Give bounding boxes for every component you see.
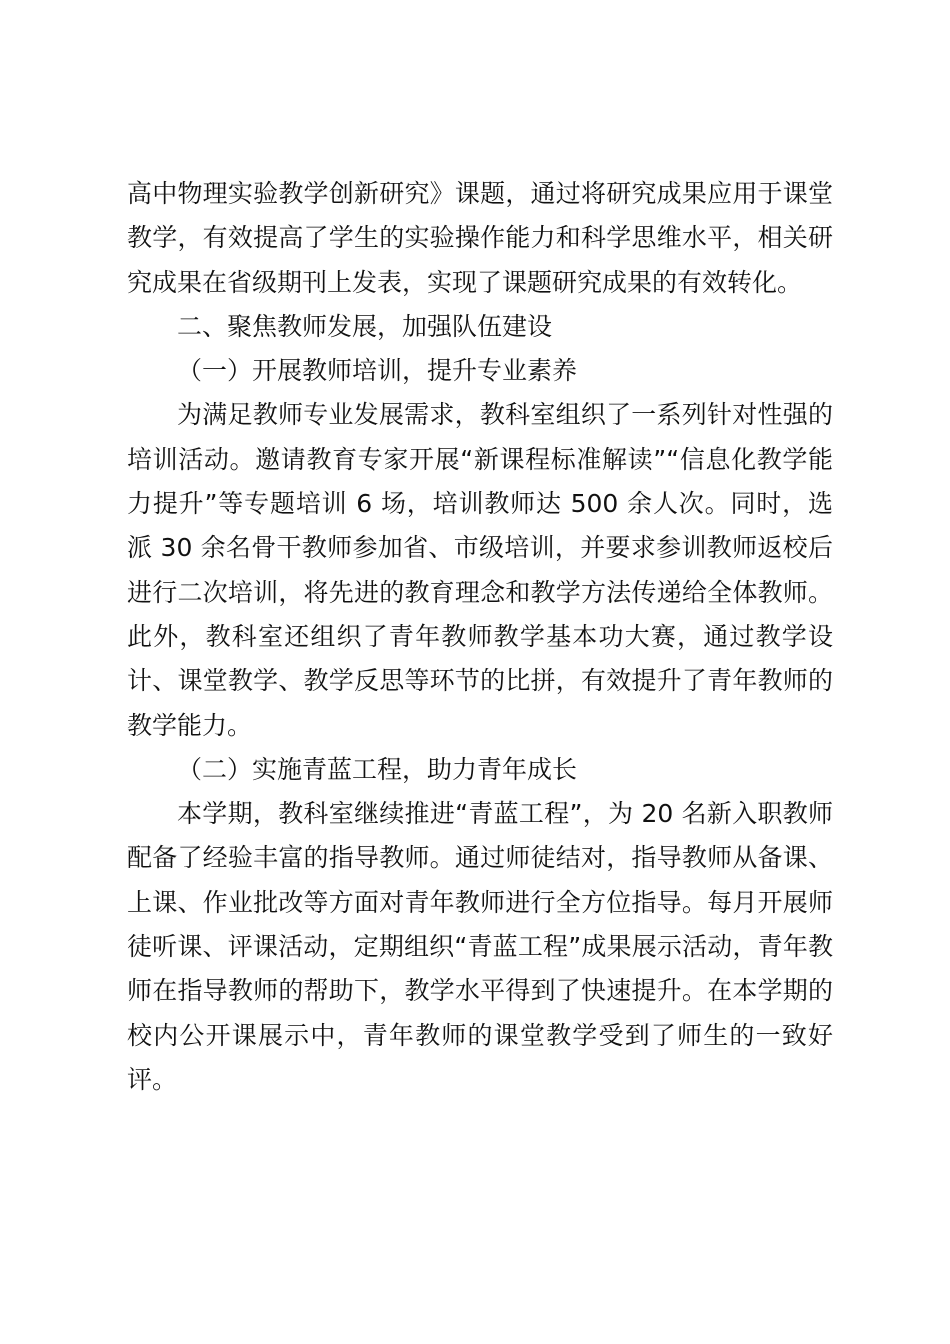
subsection-heading-1: （一）开展教师培训，提升专业素养 — [177, 356, 578, 386]
section-heading: 二、聚焦教师发展，加强队伍建设 — [177, 311, 553, 341]
paragraph-continuation: 高中物理实验教学创新研究》课题，通过将研究成果应用于课堂教学，有效提高了学生的实验操作能力和科学思维水平，相关研究成果在省级期刊上发表，实现了课题研究成果的有效转化。 — [127, 179, 833, 297]
paragraph-qinglan-project: 本学期，教科室继续推进“青蓝工程”，为 20 名新入职教师配备了经验丰富的指导教师。通过师徒结对，指导教师从备课、上课、作业批改等方面对青年教师进行全方位指导。每月开展师徒听课、评课活动，定期组织“青蓝工程”成果展示活动，青年教师在指导教师的帮助下，教学水平得到了快速提升。在本学期的校内公开课展示中，青年教师的课堂教学受到了师生的一致好评。 — [127, 799, 833, 1094]
subsection-heading-2: （二）实施青蓝工程，助力青年成长 — [177, 754, 578, 784]
paragraph-teacher-training: 为满足教师专业发展需求，教科室组织了一系列针对性强的培训活动。邀请教育专家开展“新课程标准解读”“信息化教学能力提升”等专题培训 6 场，培训教师达 500 余人次。同时，选派 30 余名骨干教师参加省、市级培训，并要求参训教师返校后进行二次培训，将先进的教育理念和教学方法传递给全体教师。此外，教科室还组织了青年教师教学基本功大赛，通过教学设计、课堂教学、教学反思等环节的比拼，有效提升了青年教师的教学能力。 — [127, 400, 833, 740]
document-body — [127, 172, 833, 1102]
